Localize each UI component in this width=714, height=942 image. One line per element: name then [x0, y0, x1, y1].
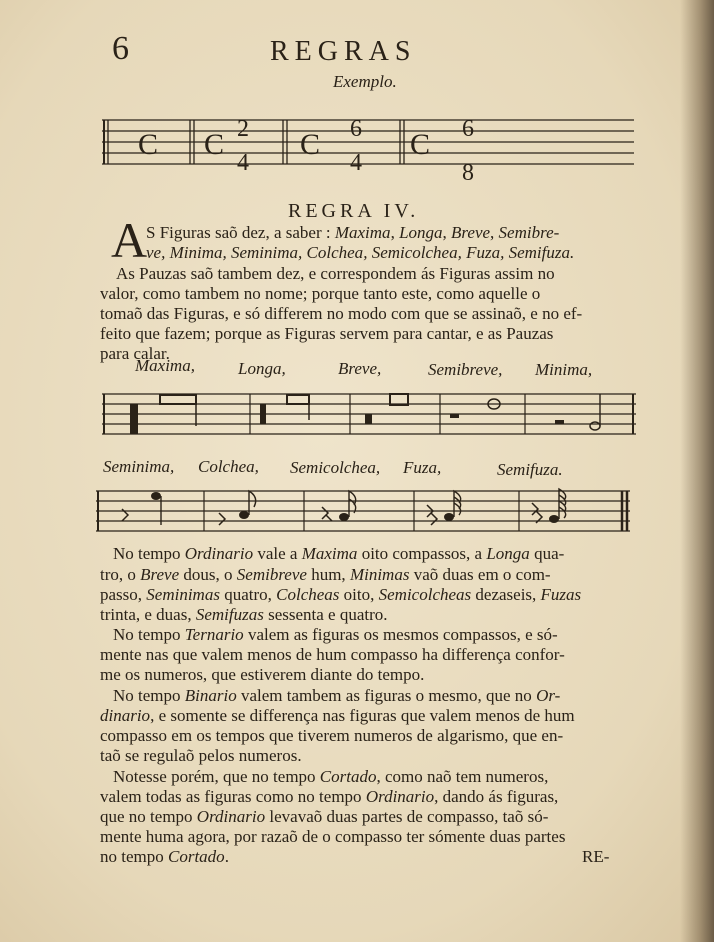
colchea-pause [219, 513, 225, 525]
running-head: REGRAS [270, 36, 417, 67]
figure-label: Semicolchea, [290, 458, 381, 477]
figure-label: Maxima, [135, 356, 195, 375]
body-line-12: Notesse porém, que no tempo Cortado, como naõ tem numeros, [113, 767, 549, 786]
rule-line-4: valor, como tambem no nome; porque tanto este, como aquelle o [100, 284, 541, 303]
body-line-10: compasso em os tempos que tiverem numeros de algarismo, que en- [100, 726, 564, 745]
figure-label: Seminima, [103, 457, 175, 476]
maxima-pause [130, 404, 138, 434]
body-line-15: mente huma agora, por razaõ de o compasso ter sómente duas partes [100, 827, 566, 846]
common-time-symbol: C [138, 128, 159, 161]
breve-note [390, 394, 408, 405]
page-number: 6 [112, 30, 129, 67]
common-time-symbol: C [300, 128, 321, 161]
body-line-5: No tempo Ternario valem as figuras os mesmos compassos, e só- [113, 625, 558, 644]
time-signature-numerator: 6 [462, 116, 474, 142]
body-line-11: taõ se regulaõ pelos numeros. [100, 746, 302, 765]
body-line-3: passo, Seminimas quatro, Colcheas oito, Semicolcheas dezaseis, Fuzas [100, 585, 582, 604]
fuza-stem [454, 491, 461, 517]
body-line-13: valem todas as figuras como no tempo Ordinario, dando ás figuras, [100, 787, 559, 806]
example-staff [100, 108, 640, 188]
figure-label: Breve, [338, 359, 382, 378]
breve-pause [365, 414, 372, 424]
figure-label: Longa, [238, 359, 286, 378]
example-label: Exemplo. [333, 72, 397, 91]
rule-line-3: As Pauzas saõ tambem dez, e correspondem ás Figuras assim no [116, 264, 555, 283]
time-signature-denominator: 4 [237, 150, 249, 176]
time-signature-numerator: 6 [350, 116, 362, 142]
fuza-note [444, 513, 454, 521]
drop-cap: A [111, 212, 148, 268]
minima-note [590, 422, 600, 430]
colchea-note [239, 511, 249, 519]
common-time-symbol: C [410, 128, 431, 161]
figure-label: Semibreve, [428, 360, 503, 379]
figures-staff-2 [94, 483, 634, 543]
figure-label: Colchea, [198, 457, 259, 476]
semifuza-note [549, 515, 559, 523]
body-line-8: No tempo Binario valem tambem as figuras o mesmo, que no Or- [113, 686, 561, 705]
rule-line-2: ve, Minima, Seminima, Colchea, Semicolchea, Fuza, Semifuza. [146, 243, 575, 262]
body-line-7: me os numeros, que estiverem diante do tempo. [100, 665, 425, 684]
minima-pause [555, 420, 564, 424]
body-line-14: que no tempo Ordinario levavaõ duas partes de compasso, taõ só- [100, 807, 549, 826]
time-signature-denominator: 4 [350, 150, 362, 176]
seminima-note [151, 492, 161, 500]
semicolchea-stem [349, 491, 356, 517]
body-line-2: tro, o Breve dous, o Semibreve hum, Minimas vaõ duas em o com- [100, 565, 551, 584]
rule-title: REGRA IV. [288, 200, 420, 222]
figure-label: Fuza, [403, 458, 442, 477]
figure-label: Minima, [535, 360, 593, 379]
figure-label: Semifuza. [497, 460, 563, 479]
body-line-9: dinario, e somente se differença nas figuras que valem menos de hum [100, 706, 575, 725]
body-line-6: mente nas que valem menos de hum compasso ha differença confor- [100, 645, 565, 664]
semicolchea-pause [322, 507, 332, 521]
time-signature-numerator: 2 [237, 116, 249, 142]
semicolchea-note [339, 513, 349, 521]
catchword: RE- [582, 847, 610, 866]
longa-pause [260, 404, 266, 424]
longa-note [287, 395, 309, 404]
rule-line-7: para calar. [100, 344, 170, 363]
maxima-note [160, 395, 196, 404]
rule-line-5: tomaõ das Figuras, e só differem no modo com que se assinaõ, e no ef- [100, 304, 583, 323]
body-line-16: no tempo Cortado. [100, 847, 229, 866]
common-time-symbol: C [204, 128, 225, 161]
semifuza-stem [559, 489, 566, 519]
semibreve-pause [450, 414, 459, 418]
rule-line-1: S Figuras saõ dez, a saber : Maxima, Longa, Breve, Semibre- [146, 223, 560, 242]
figures-staff-1 [100, 386, 640, 446]
semifuza-pause [532, 503, 542, 523]
page-gutter-shadow [680, 0, 714, 942]
fuza-pause [427, 505, 437, 525]
rule-line-6: feito que fazem; porque as Figuras servem para cantar, e as Pauzas [100, 324, 554, 343]
time-signature-denominator: 8 [462, 160, 474, 186]
body-line-1: No tempo Ordinario vale a Maxima oito compassos, a Longa qua- [113, 544, 565, 563]
body-line-4: trinta, e duas, Semifuzas sessenta e quatro. [100, 605, 388, 624]
